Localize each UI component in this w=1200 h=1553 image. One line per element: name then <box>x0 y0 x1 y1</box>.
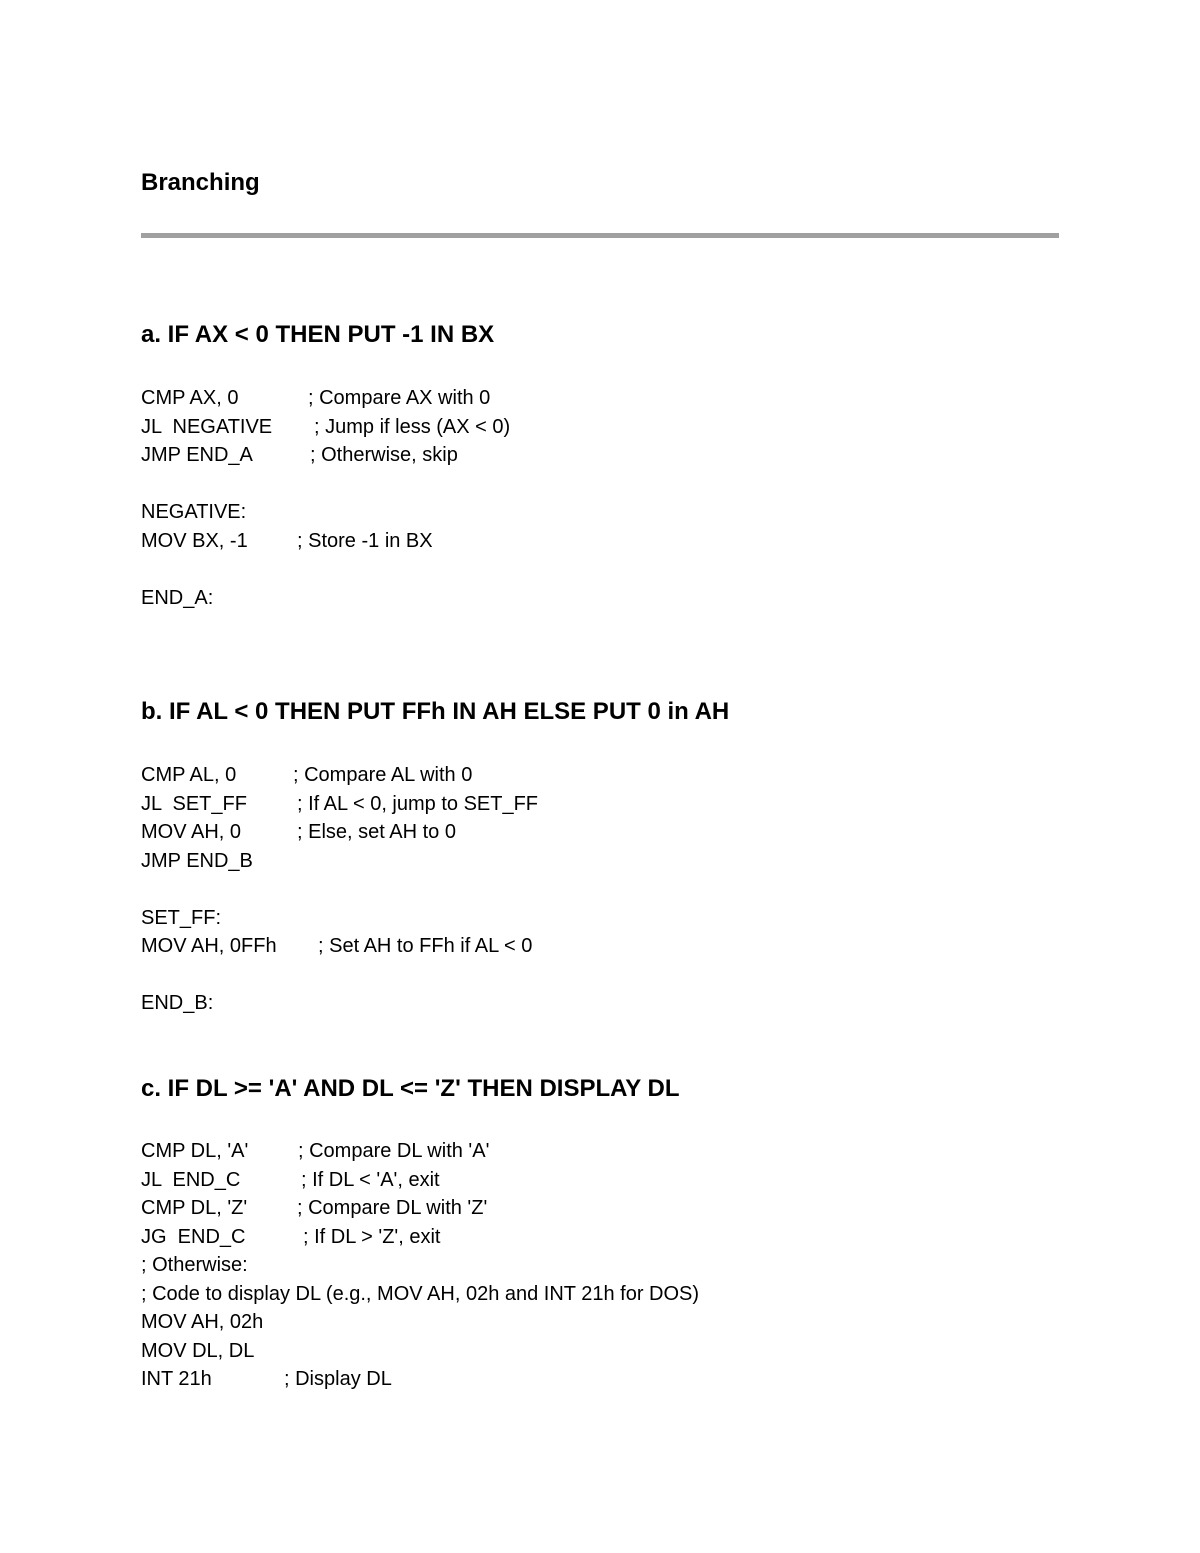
instruction: CMP AL, 0 <box>141 764 237 786</box>
comment: ; If DL < 'A', exit <box>301 1168 440 1191</box>
code-line <box>141 1280 699 1309</box>
code-line <box>141 1308 699 1337</box>
code-line <box>141 1194 699 1223</box>
page-title: Branching <box>141 169 260 196</box>
code-line <box>141 527 433 556</box>
comment: ; Otherwise, skip <box>310 444 458 466</box>
instruction: MOV DL, DL <box>141 1339 255 1362</box>
code-line <box>141 498 272 527</box>
section-heading-c: c. IF DL >= 'A' AND DL <= 'Z' THEN DISPLAY DL <box>141 1075 680 1102</box>
code-line <box>141 989 277 1018</box>
instruction: JL SET_FF <box>141 792 247 815</box>
instruction: NEGATIVE: <box>141 501 247 523</box>
code-line-blank <box>141 555 272 584</box>
code-line-blank <box>141 470 272 499</box>
instruction: END_B: <box>141 992 214 1014</box>
code-line <box>141 1365 699 1394</box>
instruction: MOV AH, 02h <box>141 1311 264 1333</box>
comment: ; Compare DL with 'Z' <box>297 1197 488 1219</box>
code-line <box>141 790 539 819</box>
instruction: CMP DL, 'A' <box>141 1140 249 1162</box>
code-line <box>141 1251 699 1280</box>
code-line <box>141 818 456 847</box>
instruction: ; Code to display DL (e.g., MOV AH, 02h and INT 21h for DOS) <box>141 1282 700 1305</box>
code-line <box>141 441 458 470</box>
comment: ; Display DL <box>284 1368 392 1390</box>
instruction: MOV BX, -1 <box>141 529 248 552</box>
section-heading-a: a. IF AX < 0 THEN PUT -1 IN BX <box>141 321 495 348</box>
code-line <box>141 584 272 613</box>
code-line <box>141 1137 699 1166</box>
comment: ; Set AH to FFh if AL < 0 <box>318 935 533 957</box>
code-line <box>141 1166 699 1195</box>
instruction: CMP DL, 'Z' <box>141 1197 248 1219</box>
instruction: END_A: <box>141 586 214 609</box>
comment: ; Compare AL with 0 <box>293 764 473 786</box>
instruction: INT 21h <box>141 1368 212 1390</box>
comment: ; Compare AX with 0 <box>308 387 491 409</box>
instruction: ; Otherwise: <box>141 1254 248 1276</box>
instruction: JL END_C <box>141 1168 241 1191</box>
instruction: JL NEGATIVE <box>141 415 273 438</box>
code-line <box>141 1223 699 1252</box>
instruction: JG END_C <box>141 1225 246 1248</box>
comment: ; If AL < 0, jump to SET_FF <box>297 792 539 815</box>
code-line <box>141 413 511 442</box>
code-line <box>141 847 277 876</box>
section-heading-b: b. IF AL < 0 THEN PUT FFh IN AH ELSE PUT 0 in AH <box>141 698 730 725</box>
comment: ; Compare DL with 'A' <box>298 1140 490 1162</box>
instruction: JMP END_B <box>141 849 253 872</box>
code-line <box>141 1337 699 1366</box>
comment: ; Jump if less (AX < 0) <box>314 415 511 438</box>
code-line <box>141 761 473 790</box>
instruction: MOV AH, 0 <box>141 821 242 843</box>
code-line-blank <box>141 875 277 904</box>
comment: ; Else, set AH to 0 <box>297 821 456 843</box>
code-line <box>141 384 491 413</box>
code-block-b <box>141 761 539 1018</box>
instruction: MOV AH, 0FFh <box>141 935 277 957</box>
comment: ; If DL > 'Z', exit <box>303 1225 441 1248</box>
instruction: JMP END_A <box>141 444 253 466</box>
code-block-c <box>141 1137 699 1394</box>
instruction: CMP AX, 0 <box>141 387 239 409</box>
code-block-a <box>141 384 511 612</box>
code-line-blank <box>141 961 277 990</box>
horizontal-rule <box>141 233 1059 238</box>
comment: ; Store -1 in BX <box>297 529 433 552</box>
code-line <box>141 932 533 961</box>
instruction: SET_FF: <box>141 906 222 929</box>
code-line <box>141 904 277 933</box>
